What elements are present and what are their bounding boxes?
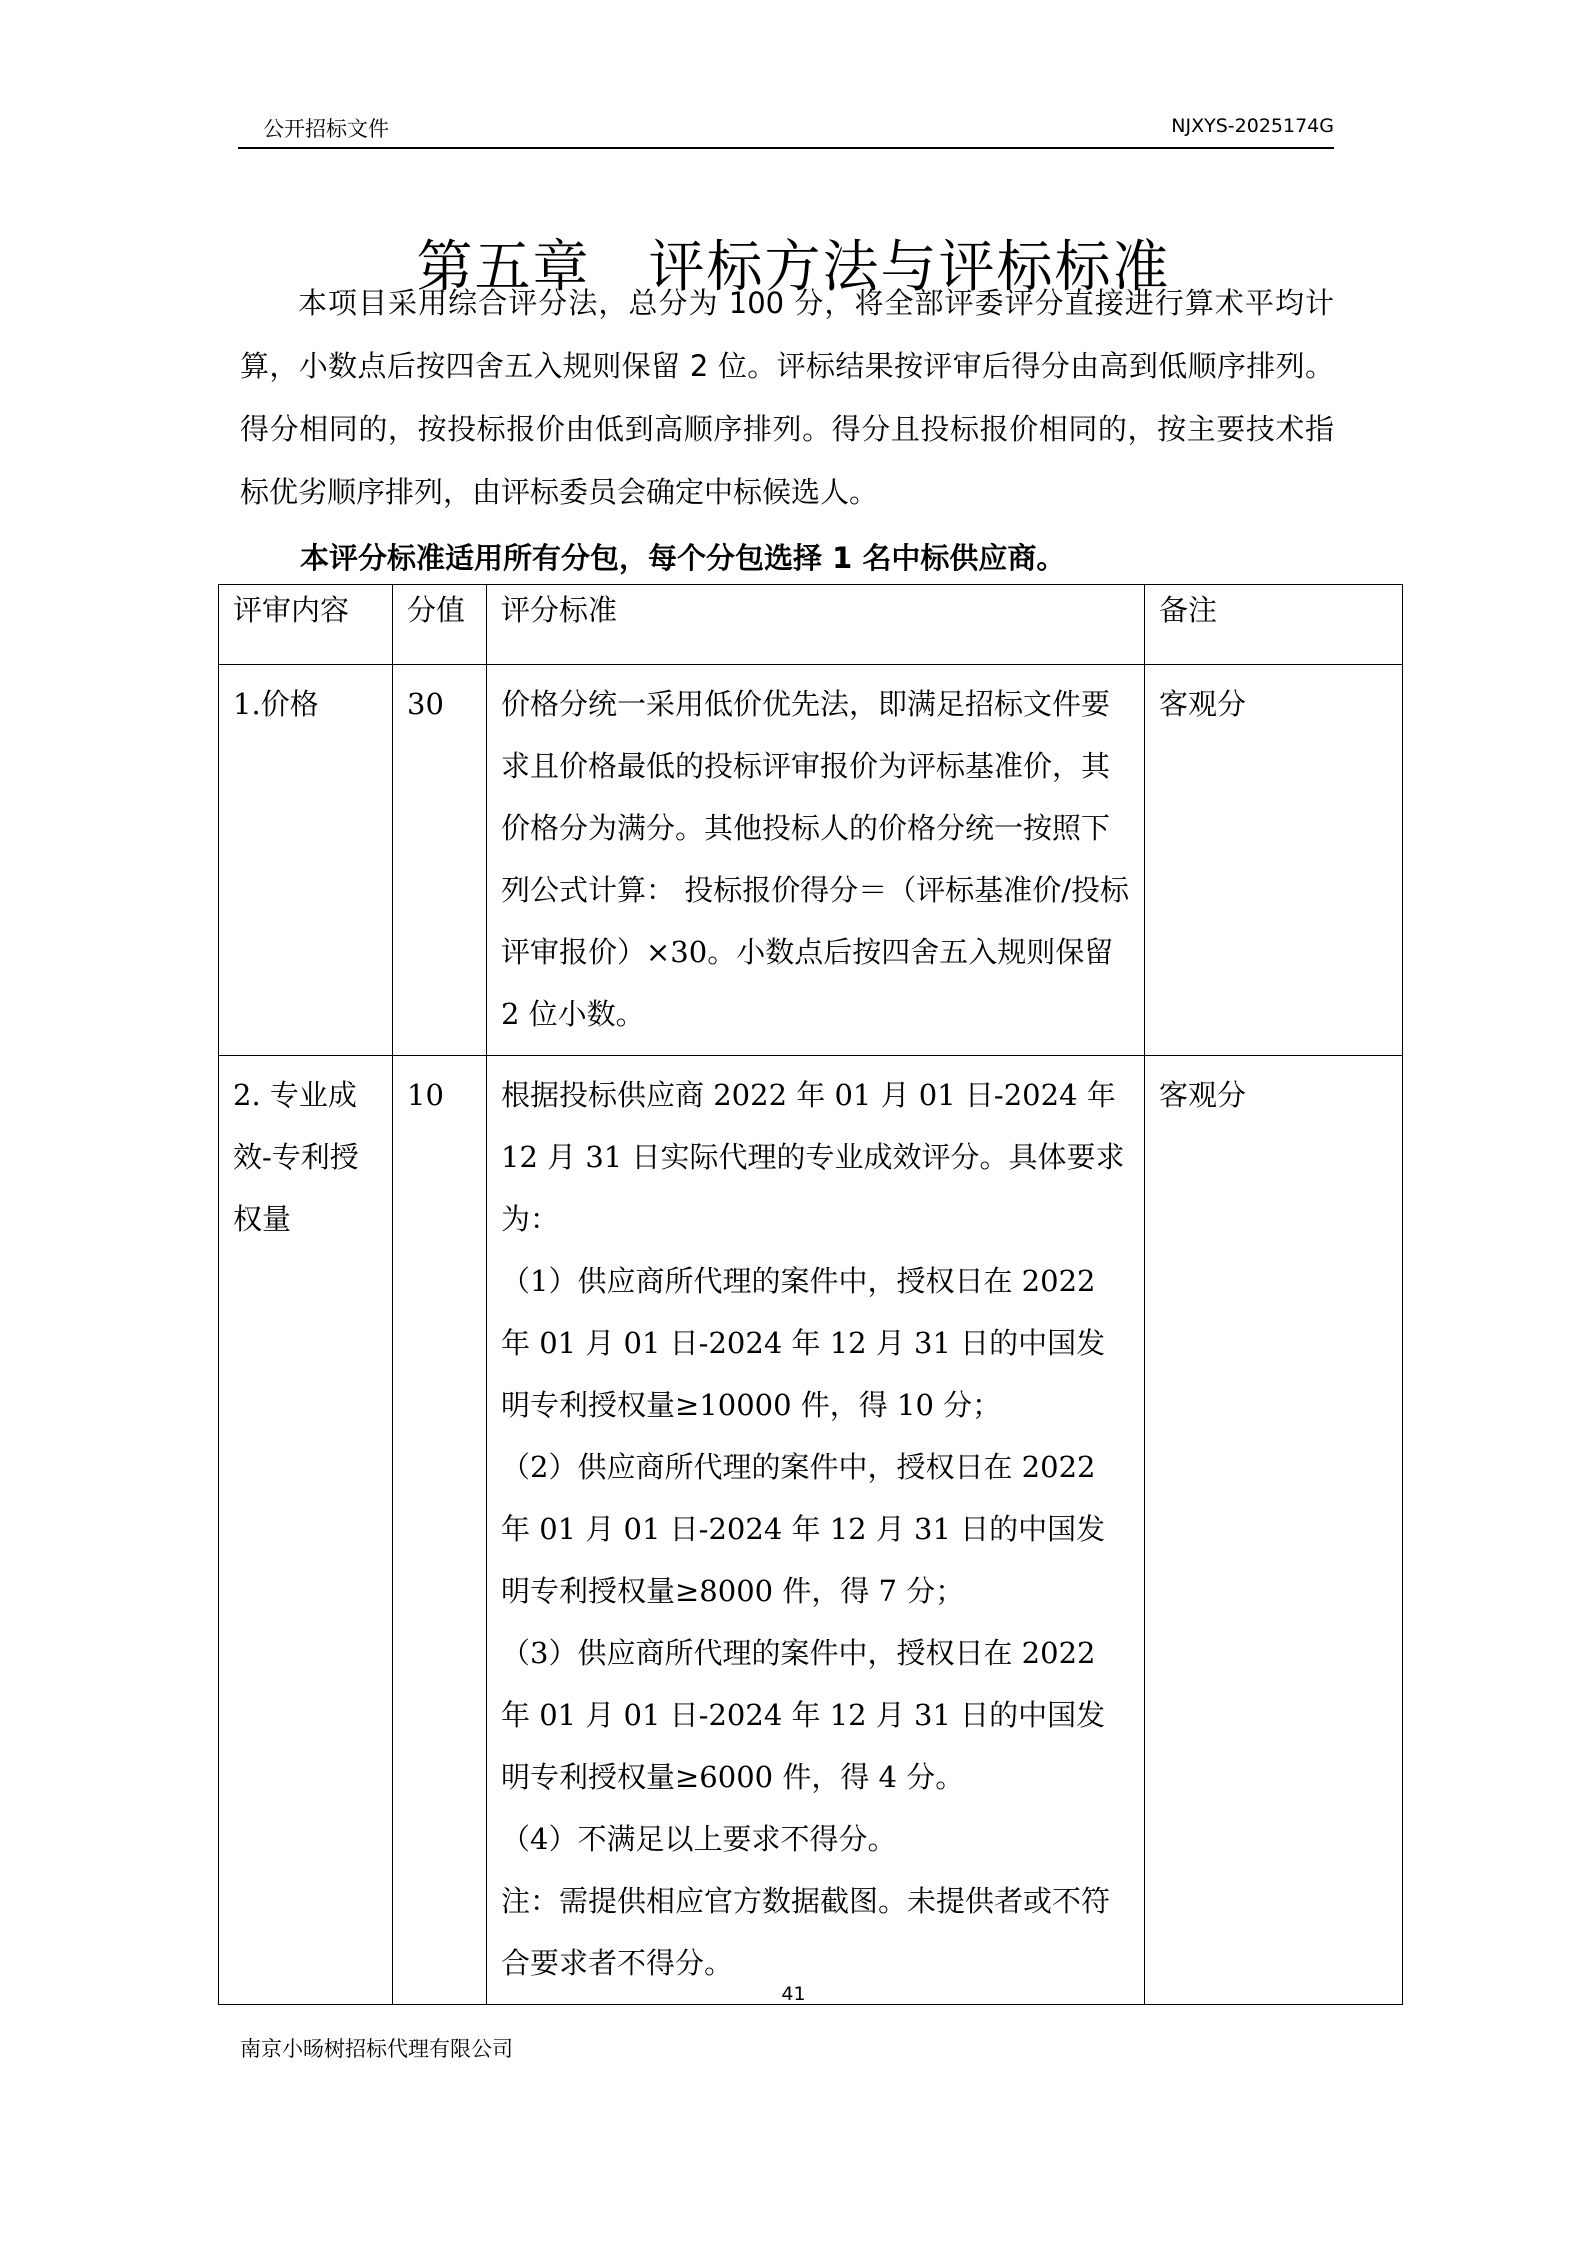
row-score: 10	[393, 1056, 487, 2005]
row-remark: 客观分	[1145, 665, 1403, 1056]
header-cell-criteria: 评分标准	[487, 585, 1145, 665]
row-score: 30	[393, 665, 487, 1056]
criteria-item: （1）供应商所代理的案件中，授权日在 2022 年 01 月 01 日-2024 年 12 月 31 日的中国发明专利授权量≥10000 件，得 10 分；	[501, 1264, 1106, 1422]
criteria-item: （2）供应商所代理的案件中，授权日在 2022 年 01 月 01 日-2024 年 12 月 31 日的中国发明专利授权量≥8000 件，得 7 分；	[501, 1450, 1106, 1608]
criteria-item: （4）不满足以上要求不得分。	[501, 1822, 897, 1856]
row-content: 1.价格	[219, 665, 393, 1056]
header-cell-score: 分值	[393, 585, 487, 665]
criteria-intro: 根据投标供应商 2022 年 01 月 01 日-2024 年 12 月 31 日实际代理的专业成效评分。具体要求为：	[501, 1078, 1125, 1236]
chapter-title: 第五章 评标方法与评标标准	[416, 234, 1171, 300]
row-criteria	[487, 1056, 1145, 2005]
header-doc-type: 公开招标文件	[263, 117, 389, 141]
header-divider	[238, 147, 1334, 149]
row-content: 2. 专业成效-专利授权量	[219, 1056, 393, 2005]
header-cell-remark: 备注	[1145, 585, 1403, 665]
row-criteria: 价格分统一采用低价优先法，即满足招标文件要求且价格最低的投标评审报价为评标基准价，其价格分为满分。其他投标人的价格分统一按照下列公式计算： 投标报价得分＝（评标基准价/投标评审报价）×30。小数点后按四舍五入规则保留 2 位小数。	[487, 665, 1145, 1056]
page-number: 41	[781, 1983, 806, 2005]
table-header-row	[219, 585, 1403, 665]
scoring-note: 本评分标准适用所有分包，每个分包选择 1 名中标供应商。	[300, 541, 1066, 575]
header-doc-number: NJXYS-2025174G	[1171, 115, 1334, 137]
header-cell-content: 评审内容	[219, 585, 393, 665]
row-remark: 客观分	[1145, 1056, 1403, 2005]
scoring-table	[218, 584, 1403, 2005]
criteria-item: （3）供应商所代理的案件中，授权日在 2022 年 01 月 01 日-2024 年 12 月 31 日的中国发明专利授权量≥6000 件，得 4 分。	[501, 1636, 1106, 1794]
intro-paragraph: 本项目采用综合评分法，总分为 100 分，将全部评委评分直接进行算术平均计算，小数点后按四舍五入规则保留 2 位。评标结果按评审后得分由高到低顺序排列。得分相同的，按投标报价由低到高顺序排列。得分且投标报价相同的，按主要技术指标优劣顺序排列，由评标委员会确定中标候选人。	[240, 286, 1334, 509]
table-row	[219, 1056, 1403, 2005]
criteria-note: 注：需提供相应官方数据截图。未提供者或不符合要求者不得分。	[501, 1884, 1111, 1980]
footer-company: 南京小旸树招标代理有限公司	[240, 2037, 513, 2061]
table-row	[219, 665, 1403, 1056]
